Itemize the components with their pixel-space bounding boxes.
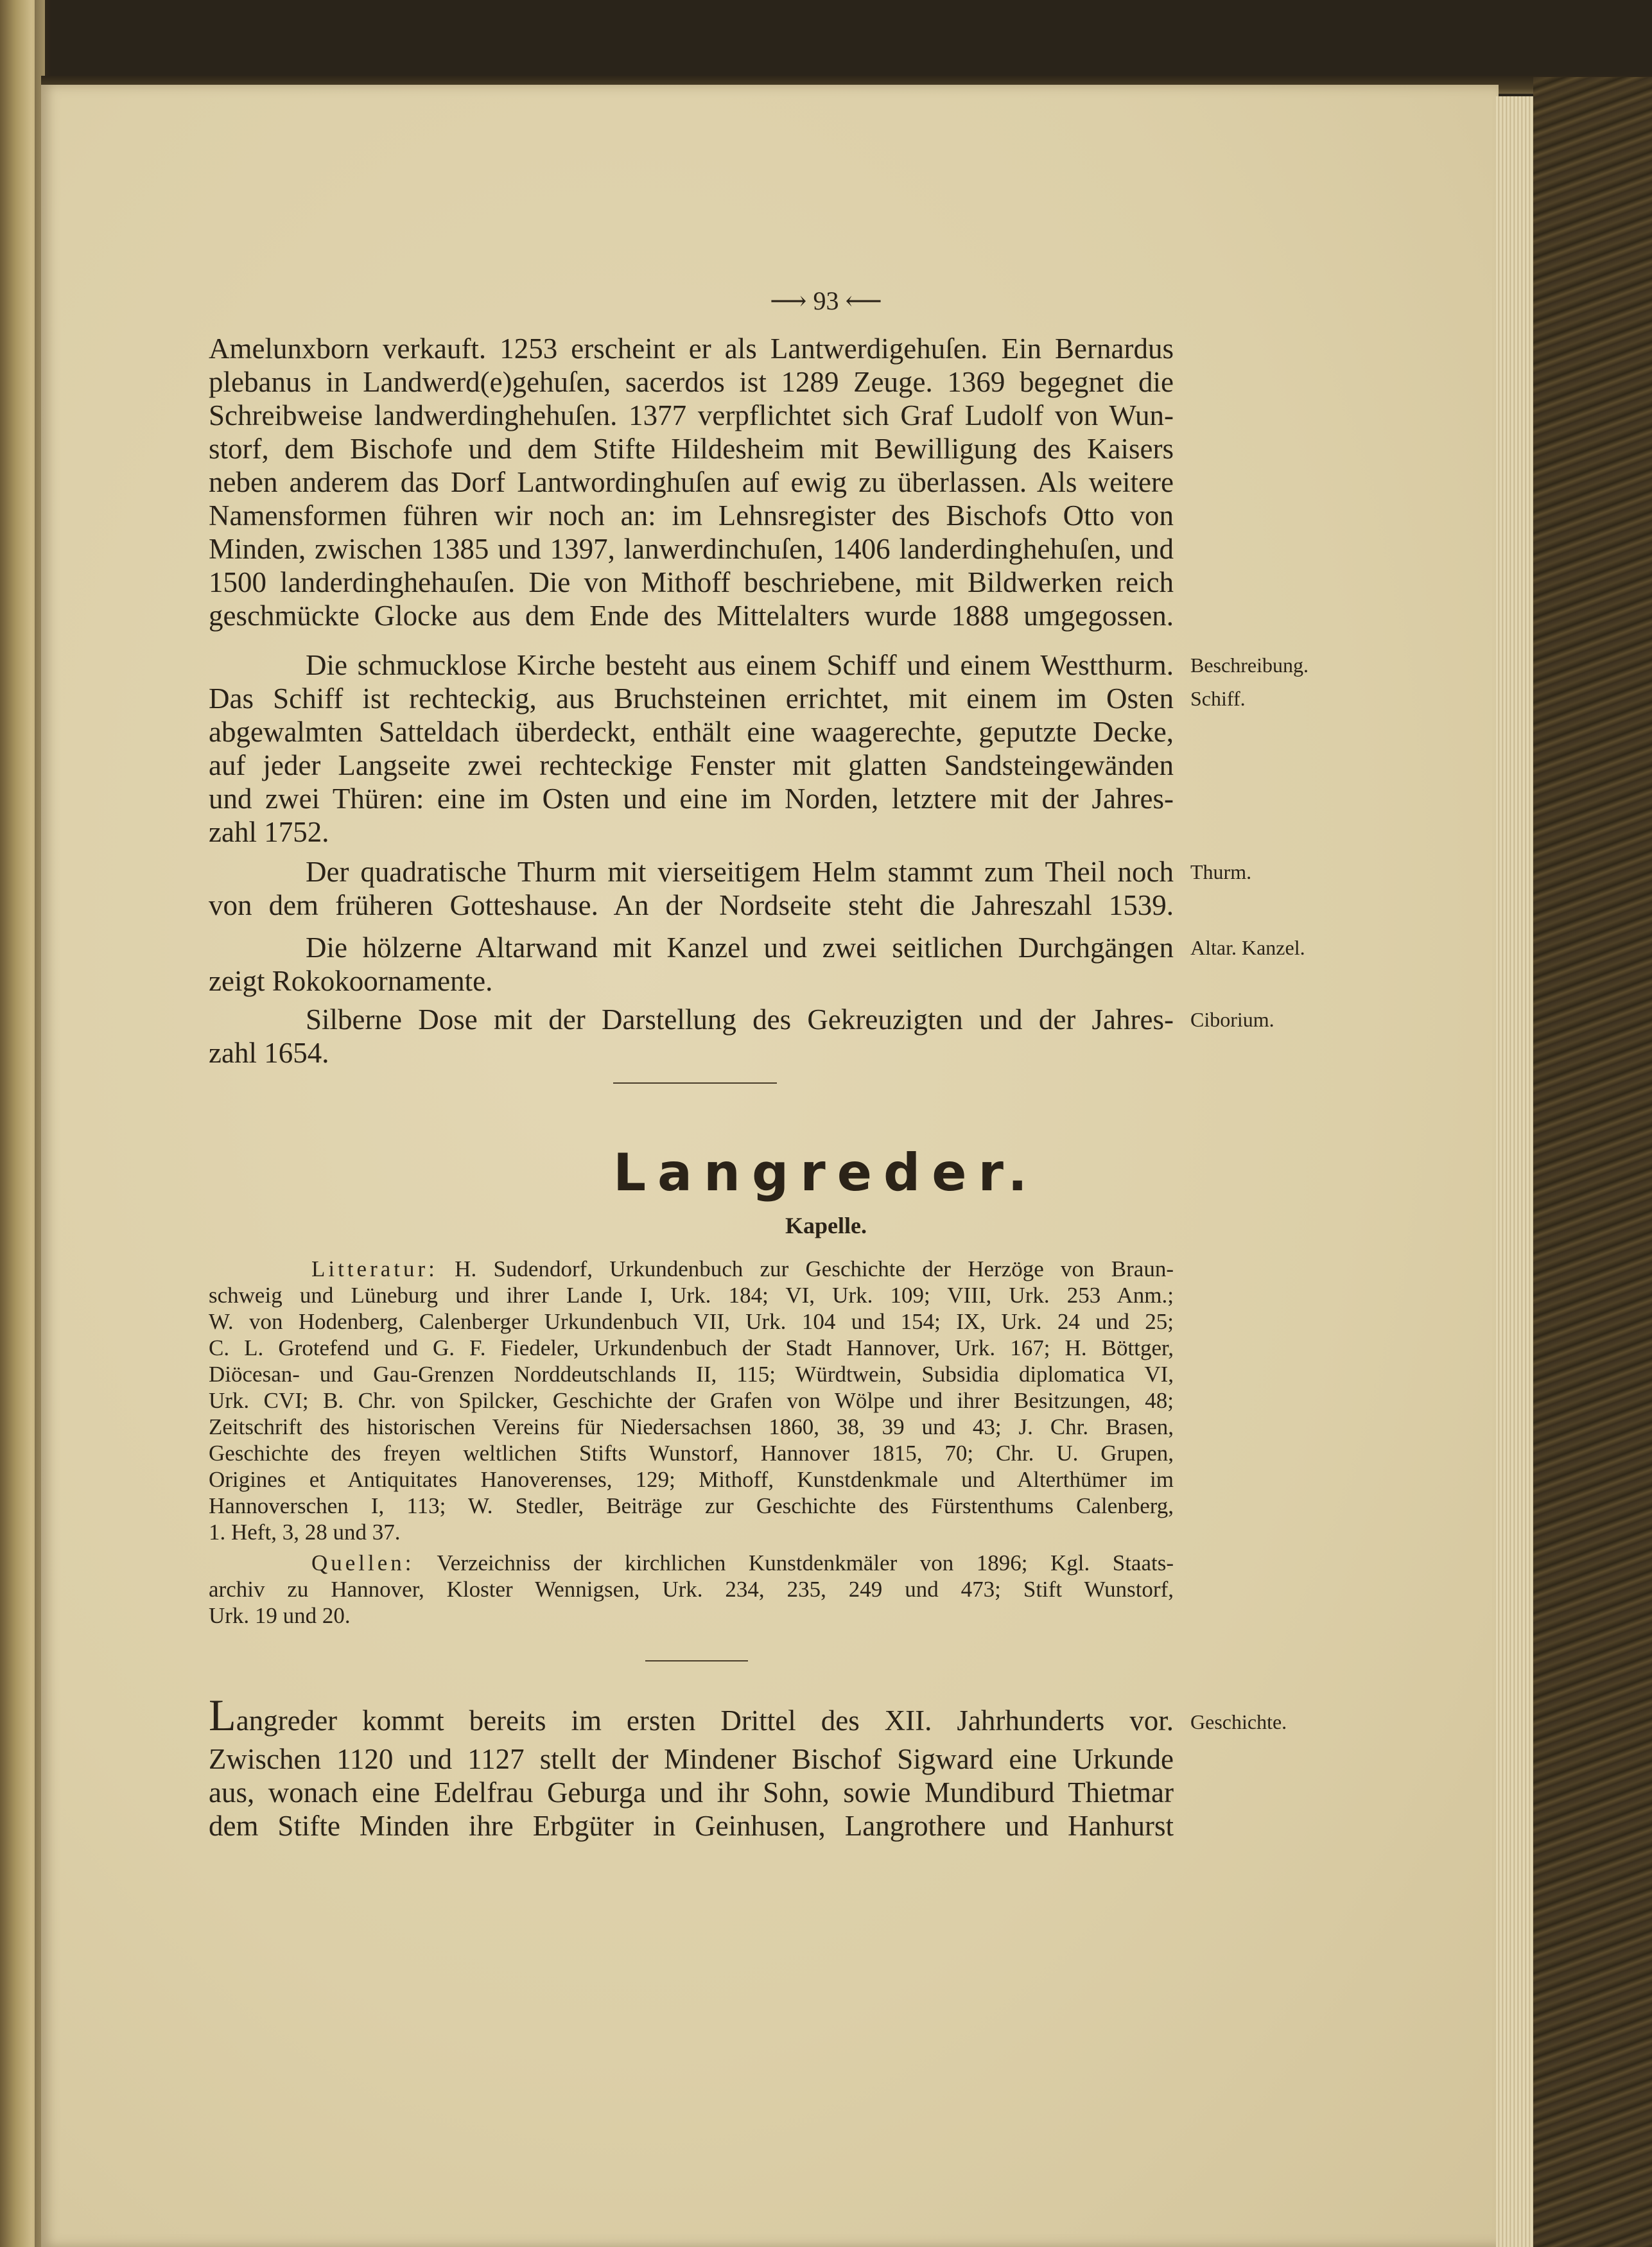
section-title: Langreder.	[613, 1143, 1039, 1202]
sources-line	[311, 1550, 1174, 1576]
margin-note-thurm: Thurm.	[1190, 860, 1252, 883]
literature-line	[311, 1256, 1174, 1282]
literature-line: Hannoverschen I, 113; W. Stedler, Beiträge zur Geschichte des Fürstenthums Calenberg,	[209, 1493, 1174, 1518]
literature-line: schweig und Lüneburg und ihrer Lande I, Urk. 184; VI, Urk. 109; VIII, Urk. 253 Anm.;	[209, 1283, 1174, 1308]
margin-note-beschreibung: Beschreibung.	[1190, 654, 1309, 677]
text-line: Der quadratische Thurm mit vierseitigem Helm stammt zum Theil noch	[306, 856, 1174, 888]
margin-note-altar-kanzel: Altar. Kanzel.	[1190, 936, 1305, 959]
text-line: neben anderem das Dorf Lantwordinghuſen auf ewig zu überlassen. Als weitere	[209, 466, 1174, 498]
text-line: 1500 landerdinghehauſen. Die von Mithoff beschriebene, mit Bildwerken reich	[209, 566, 1174, 598]
sources-line: archiv zu Hannover, Kloster Wennigsen, Urk. 234, 235, 249 und 473; Stift Wunstorf,	[209, 1577, 1174, 1602]
literature-line: Origines et Antiquitates Hanoverenses, 129; Mithoff, Kunstdenkmale und Alterthümer im	[209, 1467, 1174, 1492]
margin-note-geschichte: Geschichte.	[1190, 1710, 1287, 1733]
text-line: und zwei Thüren: eine im Osten und eine im Norden, letztere mit der Jahres-	[209, 783, 1174, 815]
section-subtitle: Kapelle.	[785, 1213, 867, 1238]
text-line: abgewalmten Satteldach überdeckt, enthält eine waagerechte, geputzte Decke,	[209, 716, 1174, 748]
text-line: Die hölzerne Altarwand mit Kanzel und zwei seitlichen Durchgängen	[306, 932, 1174, 964]
section-divider	[613, 1082, 777, 1084]
text-line: Minden, zwischen 1385 und 1397, lanwerdinchuſen, 1406 landerdinghehuſen, und	[209, 533, 1174, 565]
text-line: geschmückte Glocke aus dem Ende des Mittelalters wurde 1888 umgegossen.	[209, 600, 1174, 632]
literature-line: W. von Hodenberg, Calenberger Urkundenbuch VII, Urk. 104 und 154; IX, Urk. 24 und 25;	[209, 1309, 1174, 1334]
sources-label: Quellen:	[311, 1550, 415, 1575]
literature-line: Urk. CVI; B. Chr. von Spilcker, Geschichte der Grafen von Wölpe und ihrer Besitzungen, 48;	[209, 1388, 1174, 1413]
sources-line: Urk. 19 und 20.	[209, 1603, 351, 1628]
text-line: zahl 1654.	[209, 1037, 329, 1069]
text-line: Silberne Dose mit der Darstellung des Gekreuzigten und der Jahres-	[306, 1003, 1174, 1036]
text-line: Das Schiff ist rechteckig, aus Bruchsteinen errichtet, mit einem im Osten	[209, 682, 1174, 715]
text-line-rest: angreder kommt bereits im ersten Drittel des XII. Jahrhunderts vor.	[236, 1705, 1174, 1737]
text-line: Namensformen führen wir noch an: im Lehnsregister des Bischofs Otto von	[209, 499, 1174, 532]
page-header: ⟶ 93 ⟵	[770, 286, 882, 315]
text-line: zahl 1752.	[209, 816, 329, 848]
text-line: dem Stifte Minden ihre Erbgüter in Geinhusen, Langrothere und Hanhurst	[209, 1810, 1174, 1842]
sources-text: Verzeichniss der kirchlichen Kunstdenkmäler von 1896; Kgl. Staats-	[437, 1550, 1174, 1575]
text-line: Die schmucklose Kirche besteht aus einem Schiff und einem Westthurm.	[306, 649, 1174, 681]
text-line: von dem früheren Gotteshause. An der Nordseite steht die Jahreszahl 1539.	[209, 889, 1174, 921]
drop-cap: L	[209, 1691, 236, 1740]
literature-line: Geschichte des freyen weltlichen Stifts Wunstorf, Hannover 1815, 70; Chr. U. Grupen,	[209, 1441, 1174, 1466]
literature-line: C. L. Grotefend und G. F. Fiedeler, Urkundenbuch der Stadt Hannover, Urk. 167; H. Böttger,	[209, 1335, 1174, 1360]
text-line: zeigt Rokokoornamente.	[209, 965, 493, 997]
literature-label: Litteratur:	[311, 1256, 438, 1281]
margin-note-ciborium: Ciborium.	[1190, 1008, 1274, 1031]
text-line: auf jeder Langseite zwei rechteckige Fenster mit glatten Sandsteingewänden	[209, 749, 1174, 781]
text-line	[209, 1691, 1174, 1740]
text-line: Zwischen 1120 und 1127 stellt der Mindener Bischof Sigward eine Urkunde	[209, 1743, 1174, 1775]
margin-note-schiff: Schiff.	[1190, 687, 1246, 710]
literature-line: Zeitschrift des historischen Vereins für Niedersachsen 1860, 38, 39 und 43; J. Chr. Brasen,	[209, 1414, 1174, 1439]
literature-line: 1. Heft, 3, 28 und 37.	[209, 1520, 401, 1545]
section-divider	[645, 1660, 748, 1661]
text-line: plebanus in Landwerd(e)gehuſen, sacerdos ist 1289 Zeuge. 1369 begegnet die	[209, 366, 1174, 398]
literature-text: H. Sudendorf, Urkundenbuch zur Geschichte der Herzöge von Braun-	[455, 1256, 1174, 1281]
text-line: Schreibweise landwerdinghehuſen. 1377 verpflichtet sich Graf Ludolf von Wun-	[209, 399, 1174, 431]
text-line: storf, dem Bischofe und dem Stifte Hildesheim mit Bewilligung des Kaisers	[209, 433, 1174, 465]
text-line: Amelunxborn verkauft. 1253 erscheint er als Lantwerdigehuſen. Ein Bernardus	[209, 333, 1174, 365]
text-line: aus, wonach eine Edelfrau Geburga und ihr Sohn, sowie Mundiburd Thietmar	[209, 1776, 1174, 1809]
literature-line: Diöcesan- und Gau-Grenzen Norddeutschlands II, 115; Würdtwein, Subsidia diplomatica VI,	[209, 1362, 1174, 1387]
